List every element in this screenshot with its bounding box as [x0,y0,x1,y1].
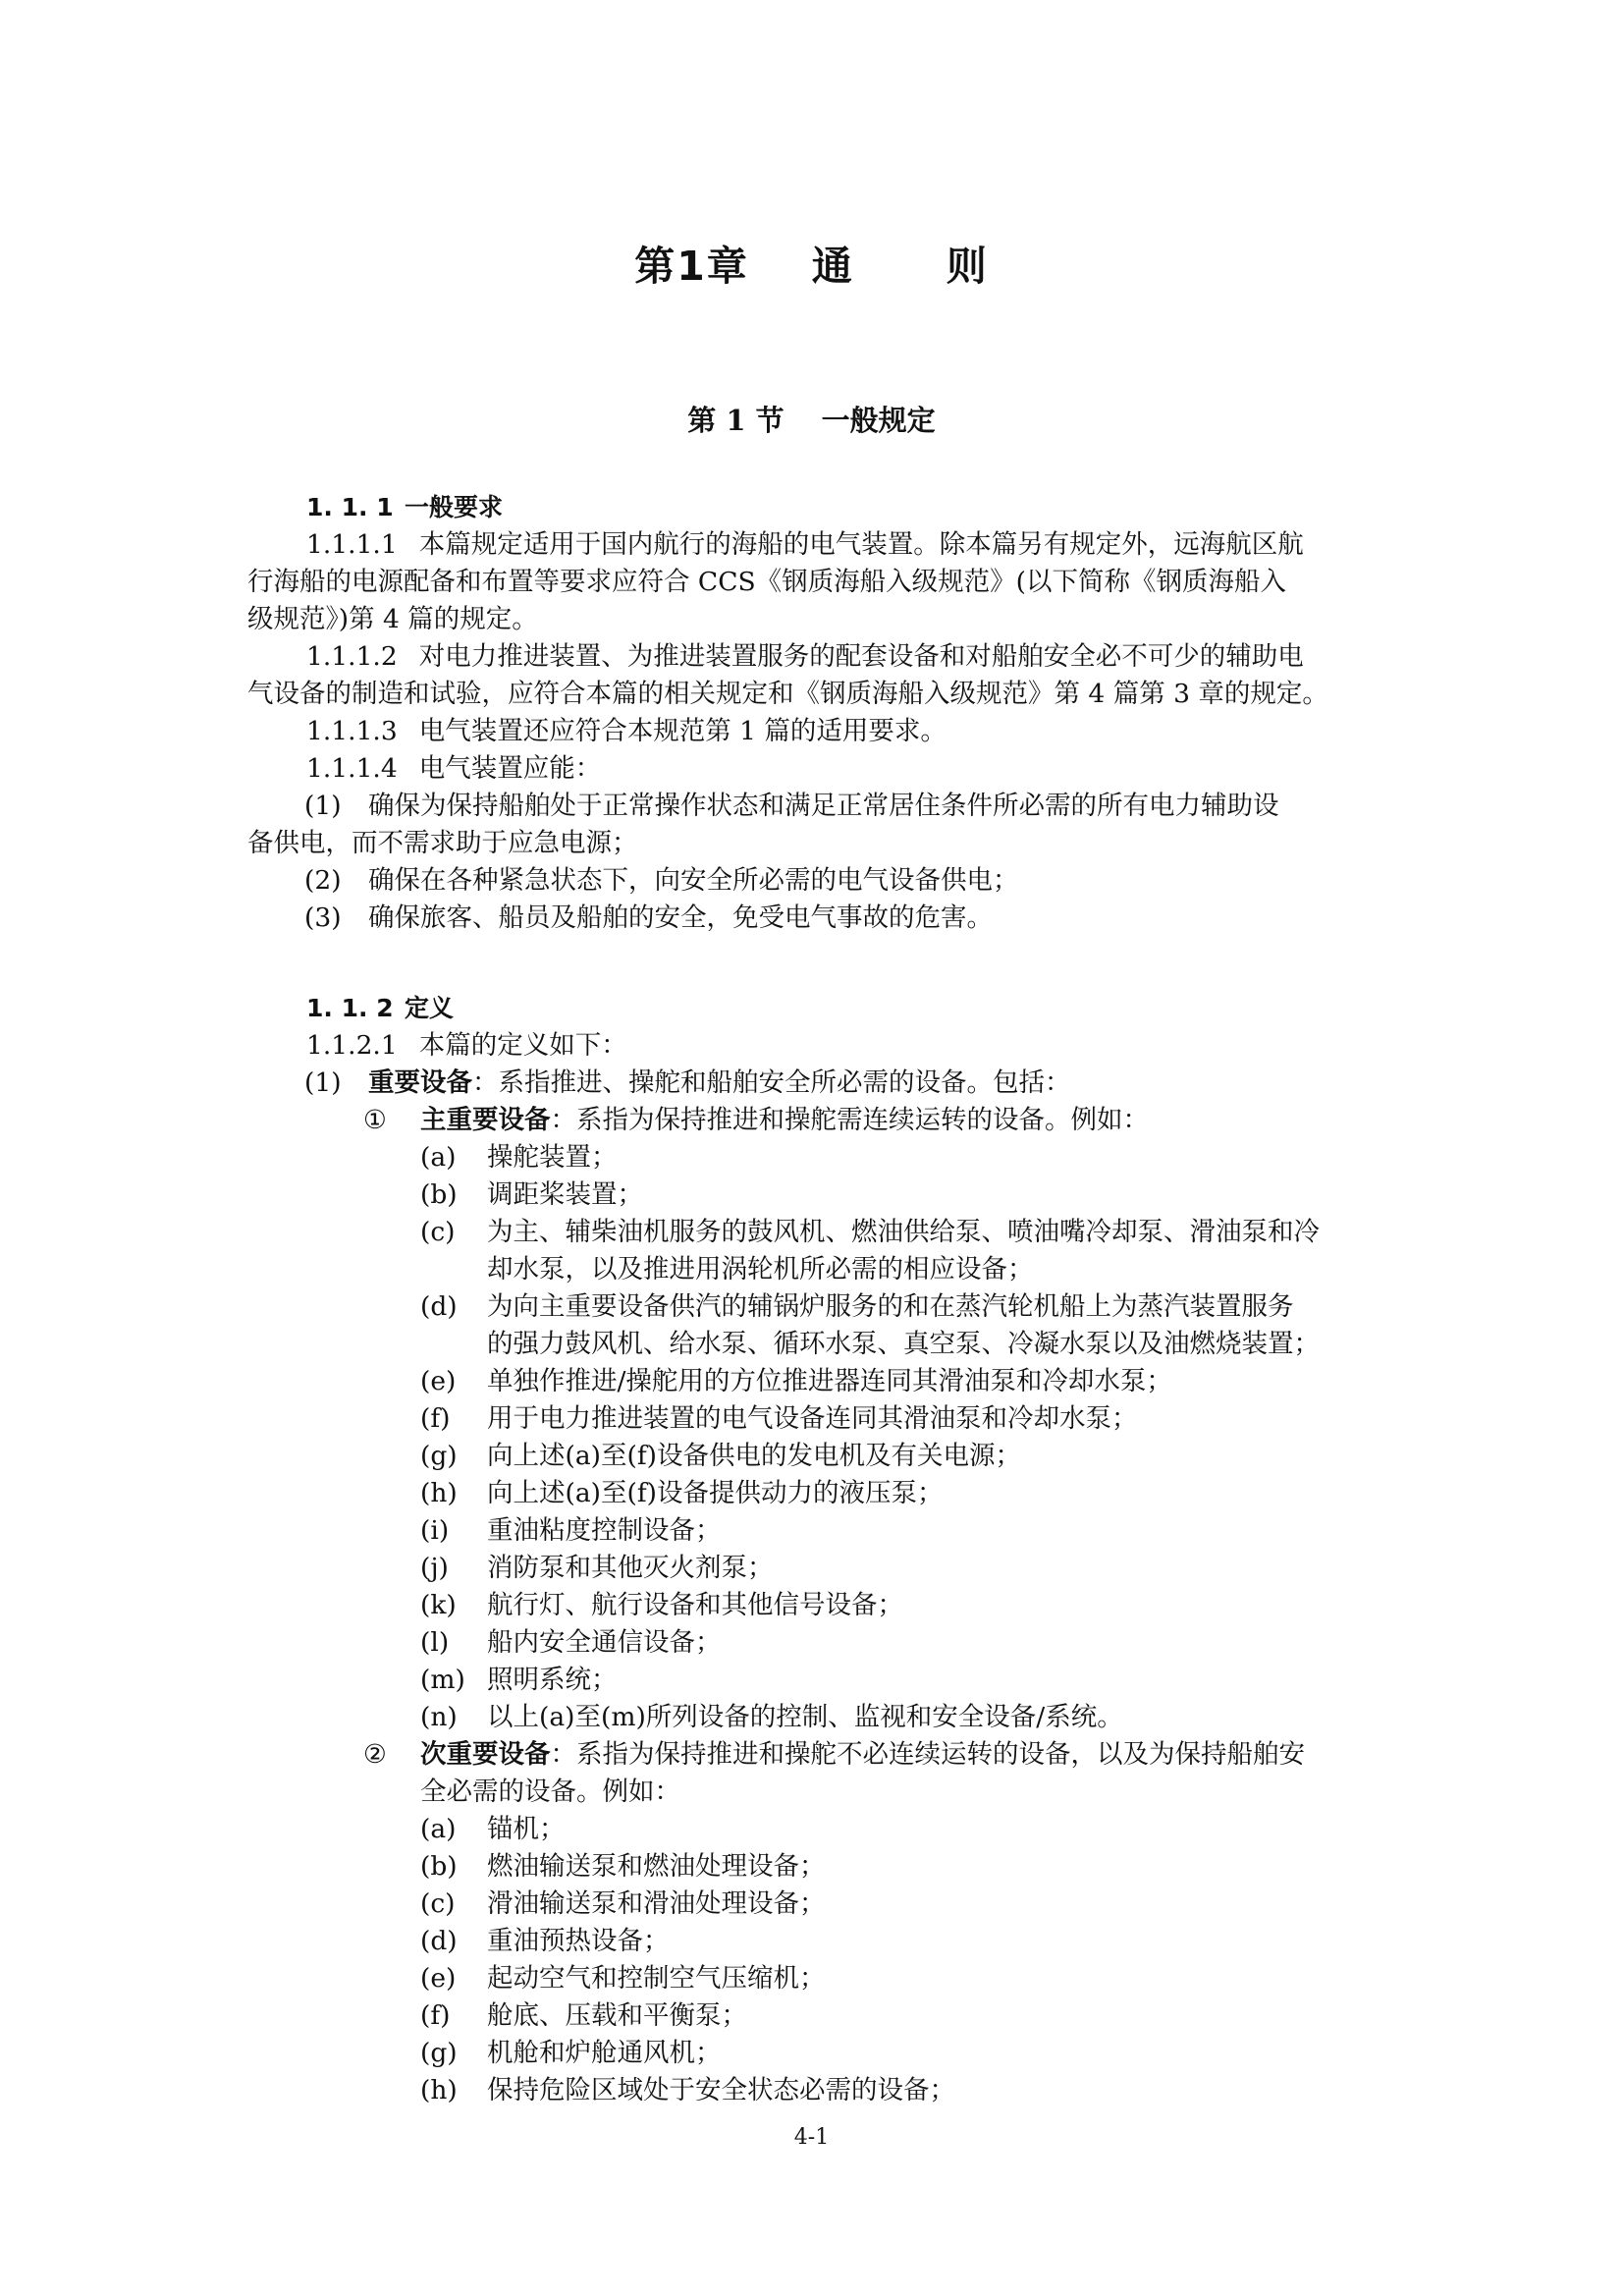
list-item [420,2072,955,2109]
chapter-title-part2: 则 [946,243,989,290]
item-text: 滑油输送泵和滑油处理设备； [487,1888,826,1919]
category-1 [363,1102,1149,1139]
item-label: (l) [420,1627,450,1658]
item-label: (1) [304,791,342,821]
list-item-1 [304,788,1279,825]
section-number: 第 1 节 [687,404,784,437]
para-1-1-1-2-line2: 气设备的制造和试验，应符合本篇的相关规定和《钢质海船入级规范》第 4 篇第 3 章的规定。 [247,679,1328,709]
item-text: 航行灯、航行设备和其他信号设备； [487,1590,903,1620]
item-text: 操舵装置； [487,1142,618,1173]
item-text: 重油粘度控制设备； [487,1515,722,1546]
para-text: 对电力推进装置、为推进装置服务的配套设备和对船舶安全必不可少的辅助电 [418,641,1304,672]
definition-1 [304,1065,1071,1102]
list-item [420,1848,826,1886]
category-text: ：系指为保持推进和操舵需连续运转的设备。例如： [550,1105,1149,1135]
section-name: 一般规定 [821,404,936,437]
item-text: 向上述(a)至(f)设备提供动力的液压泵； [487,1478,944,1508]
item-text: 用于电力推进装置的电气设备连同其滑油泵和冷却水泵； [487,1403,1138,1434]
item-label: (e) [420,1963,457,1994]
category-2 [363,1736,1305,1774]
item-text: 船内安全通信设备； [487,1627,722,1658]
para-number: 1.1.1.4 [306,753,398,784]
para-number: 1.1.1.2 [306,641,398,672]
list-item-2 [304,862,1019,900]
item-text: 确保为保持船舶处于正常操作状态和满足正常居住条件所必需的所有电力辅助设 [368,791,1279,821]
item-text: 单独作推进/操舵用的方位推进器连同其滑油泵和冷却水泵； [487,1366,1172,1396]
heading-1-1-2 [306,990,454,1027]
item-text: 确保在各种紧急状态下，向安全所必需的电气设备供电； [368,865,1019,896]
item-label: (b) [420,1851,458,1882]
item-label: (e) [420,1366,457,1396]
item-text: 机舱和炉舱通风机； [487,2038,722,2068]
item-label: (n) [420,1702,458,1732]
para-1-1-1-1-line2: 行海船的电源配备和布置等要求应符合 CCS《钢质海船入级规范》(以下简称《钢质海船入 [247,567,1286,597]
item-text: 保持危险区域处于安全状态必需的设备； [487,2075,955,2105]
item-label: (g) [420,1441,458,1471]
chapter-title-part1: 通 [811,243,854,290]
heading-number: 1. 1. 2 [306,994,394,1022]
list-item [420,1363,1172,1400]
item-label: (d) [420,1291,458,1322]
list-item [420,1475,943,1512]
item-label: (j) [420,1553,449,1583]
list-item-1-line2: 备供电，而不需求助于应急电源； [247,828,638,858]
item-text: 消防泵和其他灭火剂泵； [487,1553,774,1583]
list-item [420,1139,618,1176]
definition-text: ：系指推进、操舵和船舶安全所必需的设备。包括： [472,1067,1071,1098]
para-text: 电气装置还应符合本规范第 1 篇的适用要求。 [418,716,947,746]
list-item [420,1214,1320,1251]
item-text: 舱底、压载和平衡泵； [487,2000,747,2031]
item-text: 以上(a)至(m)所列设备的控制、监视和安全设备/系统。 [487,1702,1123,1732]
item-label: (a) [420,1814,457,1844]
item-text: 的强力鼓风机、给水泵、循环水泵、真空泵、冷凝水泵以及油燃烧装置； [487,1329,1320,1359]
category-label: ② [363,1739,387,1770]
item-label: (a) [420,1142,457,1173]
para-1-1-2-1 [306,1027,627,1065]
para-text: 本篇规定适用于国内航行的海船的电气装置。除本篇另有规定外，远海航区航 [418,529,1304,560]
list-item [420,1176,643,1214]
item-label: (b) [420,1179,458,1210]
item-text: 燃油输送泵和燃油处理设备； [487,1851,826,1882]
list-item [420,1662,618,1699]
item-label: (k) [420,1590,457,1620]
list-item-3 [304,900,993,937]
item-text: 为向主重要设备供汽的辅锅炉服务的和在蒸汽轮机船上为蒸汽装置服务 [487,1291,1294,1322]
list-item-continued [420,1251,1034,1288]
item-label: (c) [420,1217,456,1247]
para-1-1-1-3 [306,713,947,750]
item-label: (m) [420,1665,465,1695]
heading-text: 一般要求 [405,493,504,521]
item-label: (f) [420,1403,451,1434]
page-number: 4-1 [793,2125,830,2150]
list-item [420,1997,747,2035]
list-item [420,1288,1294,1326]
para-text: 本篇的定义如下： [418,1030,627,1061]
item-text: 重油预热设备； [487,1926,670,1956]
para-1-1-1-4 [306,750,601,788]
list-item [420,1699,1123,1736]
list-item [420,1886,826,1923]
item-text: 向上述(a)至(f)设备供电的发电机及有关电源； [487,1441,1021,1471]
item-label: (h) [420,1478,458,1508]
chapter-prefix: 第1章 [634,243,749,290]
list-item [420,1587,903,1624]
item-text: 照明系统； [487,1665,618,1695]
para-1-1-1-2-line1 [306,638,1304,676]
item-text: 调距桨装置； [487,1179,643,1210]
item-text: 为主、辅柴油机服务的鼓风机、燃油供给泵、喷油嘴冷却泵、滑油泵和冷 [487,1217,1320,1247]
list-item-continued [420,1326,1320,1363]
list-item [420,1512,722,1550]
category-text: ：系指为保持推进和操舵不必连续运转的设备，以及为保持船舶安 [550,1739,1305,1770]
item-label: (f) [420,2000,451,2031]
list-item [420,1400,1138,1438]
list-item [420,1550,774,1587]
para-number: 1.1.1.1 [306,529,398,560]
item-label: (h) [420,2075,458,2105]
category-term: 主重要设备 [420,1105,551,1135]
list-item [420,1811,566,1848]
list-item [420,1923,670,1960]
list-item [420,1438,1021,1475]
item-label: (i) [420,1515,450,1546]
item-text: 确保旅客、船员及船舶的安全，免受电气事故的危害。 [368,902,993,933]
item-label: (g) [420,2038,458,2068]
heading-1-1-1 [306,489,503,526]
list-item [420,1960,826,1997]
category-2-line2: 全必需的设备。例如： [420,1777,680,1807]
category-term: 次重要设备 [420,1739,551,1770]
section-title [0,399,1623,439]
para-number: 1.1.2.1 [306,1030,398,1061]
item-text: 锚机； [487,1814,566,1844]
para-text: 电气装置应能： [418,753,602,784]
item-label: (2) [304,865,342,896]
heading-number: 1. 1. 1 [306,493,394,521]
item-text: 起动空气和控制空气压缩机； [487,1963,826,1994]
item-label: (3) [304,902,342,933]
heading-text: 定义 [405,994,455,1022]
para-1-1-1-1-line3: 级规范》)第 4 篇的规定。 [247,604,538,634]
para-1-1-1-1-line1 [306,526,1304,564]
list-item [420,1624,722,1662]
definition-term: 重要设备 [368,1067,472,1098]
chapter-title [0,234,1623,292]
list-item [420,2035,722,2072]
para-number: 1.1.1.3 [306,716,398,746]
category-label: ① [363,1105,387,1135]
item-label: (c) [420,1888,456,1919]
item-label: (1) [304,1067,342,1098]
item-text: 却水泵，以及推进用涡轮机所必需的相应设备； [487,1254,1034,1285]
item-label: (d) [420,1926,458,1956]
